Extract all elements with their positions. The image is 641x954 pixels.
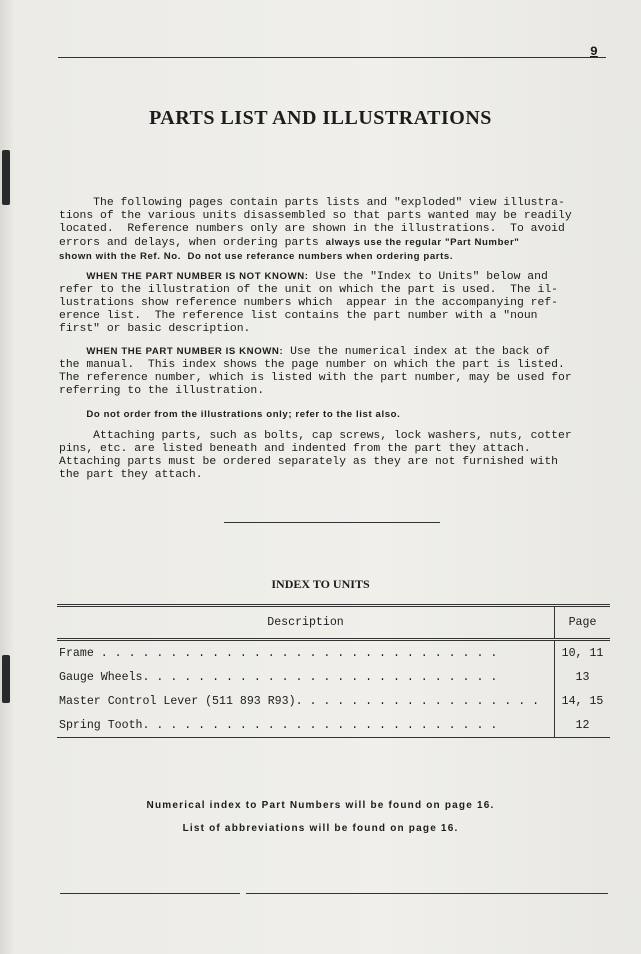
header-rule xyxy=(58,57,606,58)
row-page: 12 xyxy=(555,713,611,738)
intro-paragraph xyxy=(59,184,619,264)
text-line: referring to the illustration. xyxy=(59,385,265,397)
paragraph-heading: WHEN THE PART NUMBER IS KNOWN: xyxy=(86,346,284,357)
index-table xyxy=(57,604,610,738)
text-line: errors and delays, when ordering parts xyxy=(59,237,326,249)
table-row xyxy=(57,640,610,666)
bold-text: shown with the Ref. No. Do not use referance numbers when ordering parts. xyxy=(59,251,454,262)
table-row xyxy=(57,665,610,689)
text-line: pins, etc. are listed beneath and indented from the part they attach. xyxy=(59,443,531,455)
text-line: Use the numerical index at the back of xyxy=(283,346,550,358)
row-page: 13 xyxy=(555,665,611,689)
unit-name: Spring Tooth xyxy=(59,718,143,732)
leader-dots: . . . . . . . . . . . . . . . . . . . . . . . . . . xyxy=(142,718,498,732)
text-line: The reference number, which is listed with the part number, may be used for xyxy=(59,372,572,384)
abbreviations-note: List of abbreviations will be found on page 16. xyxy=(182,823,459,834)
part-number-known-paragraph xyxy=(59,332,619,398)
unit-name: Gauge Wheels xyxy=(59,670,143,684)
text-line: erence list. The reference list contains the part number with a "noun xyxy=(59,310,538,322)
table-row xyxy=(57,689,610,713)
row-page: 14, 15 xyxy=(555,689,611,713)
leader-dots: . . . . . . . . . . . . . . . . . . xyxy=(295,694,540,708)
unit-name: Master Control Lever (511 893 R93) xyxy=(59,694,296,708)
footer-rule-left xyxy=(60,893,240,894)
attaching-parts-paragraph xyxy=(59,417,619,482)
page-number: 9 xyxy=(590,44,598,59)
part-number-not-known-paragraph xyxy=(59,257,619,336)
table-row xyxy=(57,713,610,738)
description-column-header: Description xyxy=(57,606,555,640)
paragraph-heading: WHEN THE PART NUMBER IS NOT KNOWN: xyxy=(86,271,309,282)
text-line: located. Reference numbers only are shown in the illustrations. To avoid xyxy=(59,223,565,235)
row-description xyxy=(57,713,555,738)
numerical-index-note: Numerical index to Part Numbers will be found on page 16. xyxy=(146,800,495,811)
text-line: refer to the illustration of the unit on which the part is used. The il- xyxy=(59,284,558,296)
section-divider xyxy=(224,522,440,523)
text-line: Attaching parts must be ordered separately as they are not furnished with xyxy=(59,456,558,468)
index-title: INDEX TO UNITS xyxy=(271,577,370,591)
row-description xyxy=(57,689,555,713)
row-description xyxy=(57,665,555,689)
text-line: first" or basic description. xyxy=(59,323,251,335)
unit-name: Frame xyxy=(59,646,94,660)
text-line: The following pages contain parts lists and "exploded" view illustra- xyxy=(59,197,565,209)
leader-dots: . . . . . . . . . . . . . . . . . . . . . . . . . . xyxy=(142,670,498,684)
leader-dots: . . . . . . . . . . . . . . . . . . . . . . . . . . . . . xyxy=(93,646,498,660)
text-line: the part they attach. xyxy=(59,469,203,481)
text-line: Use the "Index to Units" below and xyxy=(308,271,548,283)
text-line: lustrations show reference numbers which appear in the accompanying ref- xyxy=(59,297,558,309)
page-column-header: Page xyxy=(555,606,611,640)
text-line: the manual. This index shows the page number on which the part is listed. xyxy=(59,359,565,371)
index-header-row xyxy=(57,606,610,640)
bold-text: always use the regular "Part Number" xyxy=(325,237,520,248)
binding-mark xyxy=(2,150,10,205)
footer-rule-right xyxy=(246,893,608,894)
text-line: Attaching parts, such as bolts, cap screws, lock washers, nuts, cotter xyxy=(59,430,572,442)
binding-mark xyxy=(2,655,10,703)
text-line: tions of the various units disassembled so that parts wanted may be readily xyxy=(59,210,572,222)
bold-text: Do not order from the illustrations only; refer to the list also. xyxy=(86,409,401,420)
row-page: 10, 11 xyxy=(555,640,611,666)
row-description xyxy=(57,640,555,666)
page-title: PARTS LIST AND ILLUSTRATIONS xyxy=(149,107,492,129)
